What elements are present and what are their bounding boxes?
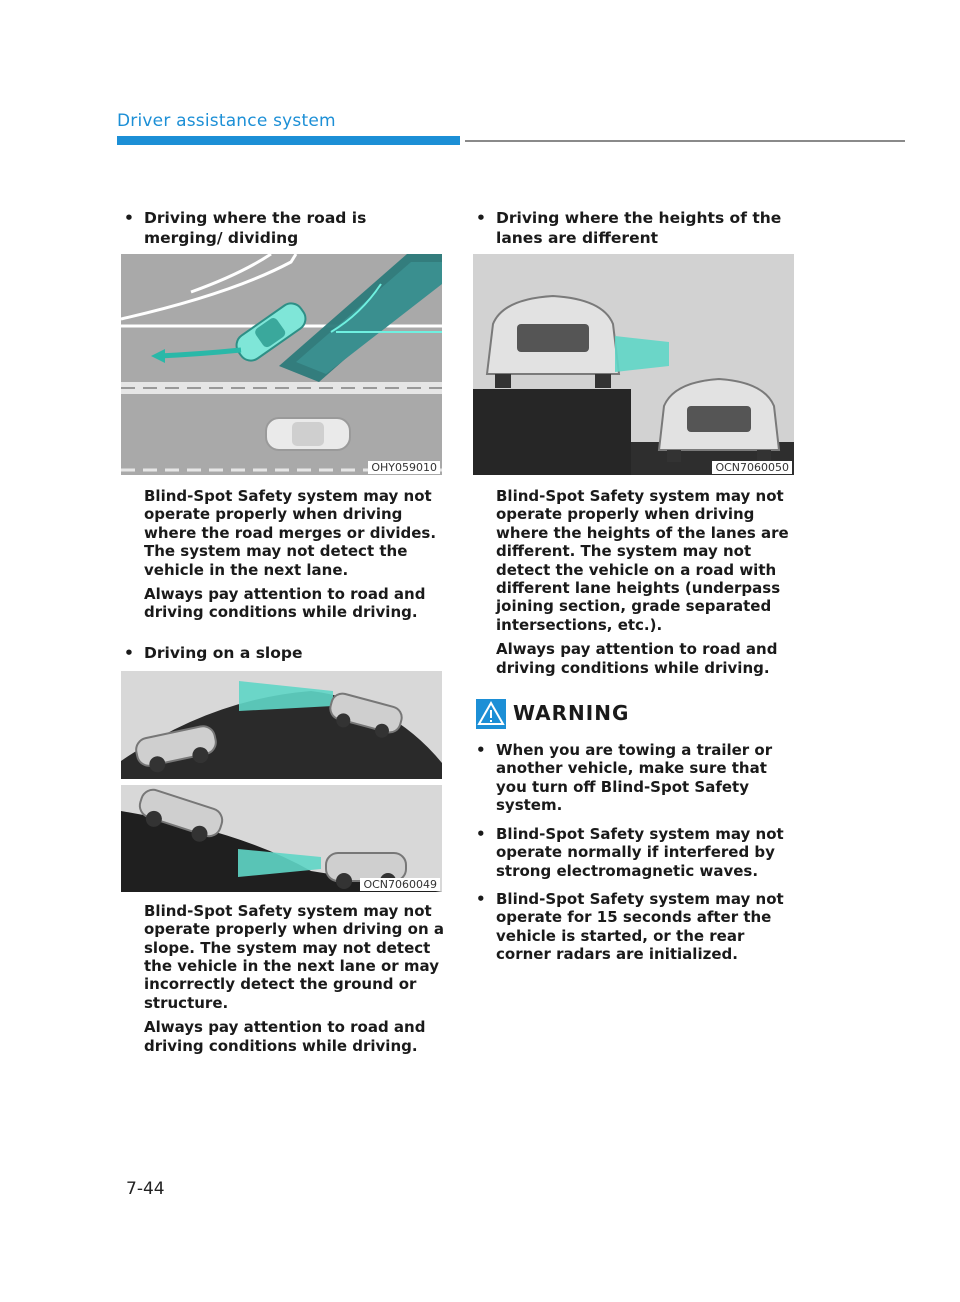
bullet-icon: • <box>476 741 486 760</box>
figure-code: OHY059010 <box>368 461 440 474</box>
figure-slope <box>121 671 442 892</box>
warning-bullet: • Blind-Spot Safety system may not operate for 15 seconds after the vehicle is started, or the rear corner radars are initialized. <box>476 889 784 964</box>
bullet-icon: • <box>124 643 134 662</box>
warning-icon <box>476 699 506 729</box>
paragraph: Blind-Spot Safety system may not operate properly when driving where the road merges or divides. The system may not detect the vehicle in the next lane. <box>144 487 437 579</box>
warning-header <box>476 699 797 731</box>
bullet-icon: • <box>124 209 134 227</box>
item-heading-slope: • Driving on a slope <box>124 643 303 662</box>
figure-merging-road <box>121 254 442 475</box>
paragraph: Always pay attention to road and driving conditions while driving. <box>144 1018 426 1055</box>
paragraph: Blind-Spot Safety system may not operate properly when driving on a slope. The system may not detect the vehicle in the next lane or may incorrectly detect the ground or structure. <box>144 901 444 1012</box>
item-heading-merging: • Driving where the road is merging/ dividing <box>124 209 367 247</box>
item-heading-lane-heights: • Driving where the heights of the lanes are different <box>476 209 782 247</box>
section-title: Driver assistance system <box>117 111 336 131</box>
warning-bullet: • When you are towing a trailer or another vehicle, make sure that you turn off Blind-Spot Safety system. <box>476 741 773 815</box>
header-rule-accent <box>117 136 460 145</box>
warning-bullet: • Blind-Spot Safety system may not operate normally if interfered by strong electromagnetic waves. <box>476 824 784 880</box>
left-column <box>120 208 445 1055</box>
figure-code: OCN7060050 <box>712 461 792 474</box>
header-rule <box>465 140 905 142</box>
paragraph: Always pay attention to road and driving conditions while driving. <box>144 585 426 622</box>
bullet-icon: • <box>476 209 486 227</box>
figure-lane-heights <box>473 254 794 475</box>
page-number: 7-44 <box>126 1179 165 1199</box>
paragraph: Blind-Spot Safety system may not operate properly when driving where the heights of the lanes are different. The system may not detect the vehicle on a road with different lane heights (underpass joining section, grade separated intersections, etc.). <box>496 487 789 634</box>
figure-code: OCN7060049 <box>360 878 440 891</box>
paragraph: Always pay attention to road and driving conditions while driving. <box>496 640 778 677</box>
bullet-icon: • <box>476 824 486 843</box>
warning-title: WARNING <box>513 701 630 726</box>
right-column <box>472 208 797 974</box>
bullet-icon: • <box>476 889 486 908</box>
